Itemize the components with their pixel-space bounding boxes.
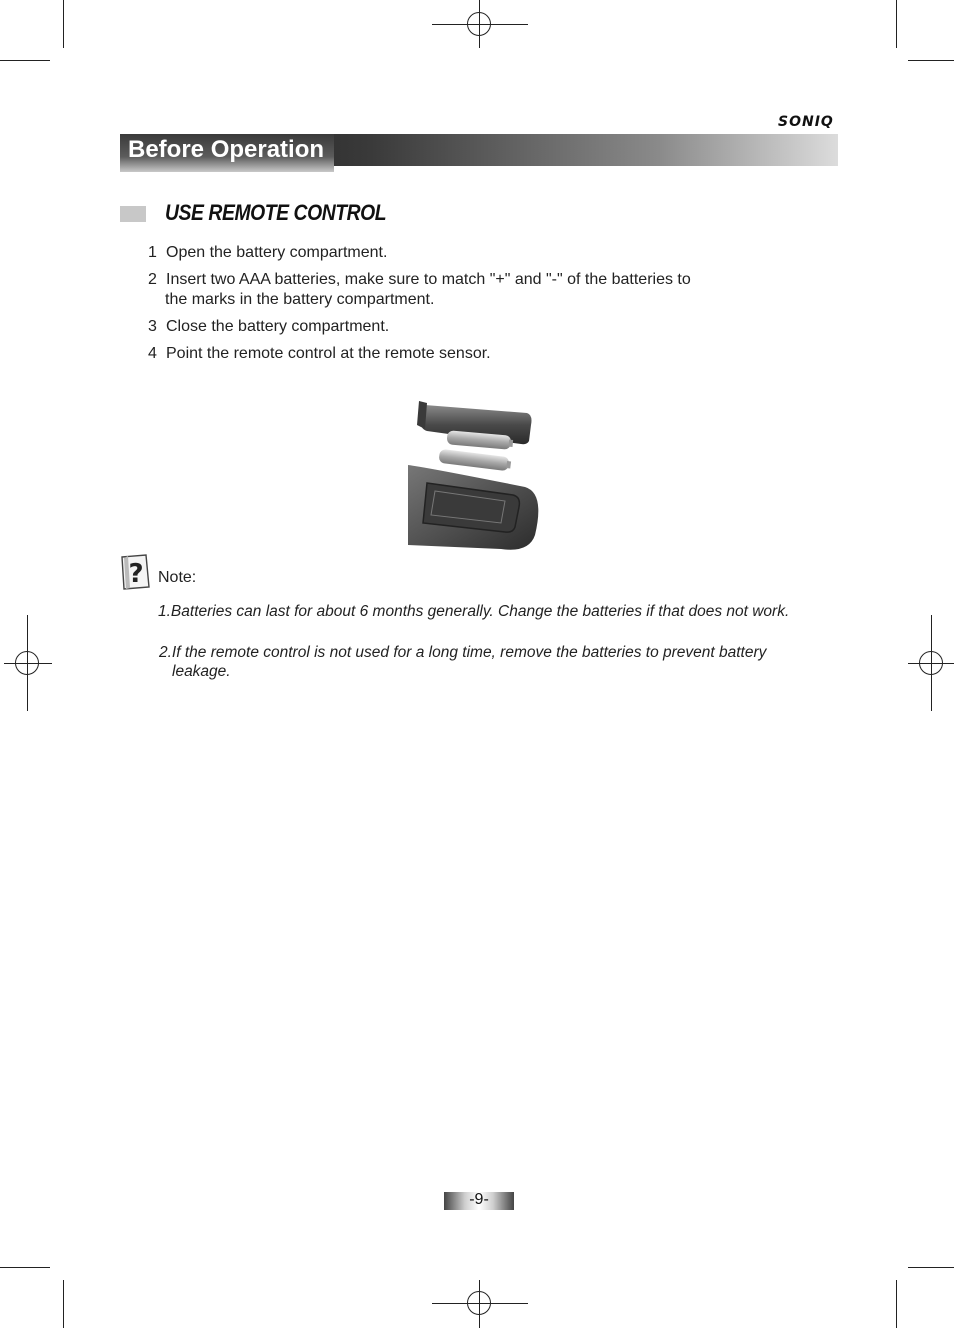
question-mark-icon xyxy=(118,553,152,591)
remote-battery-illustration xyxy=(405,395,545,555)
battery-aaa-2 xyxy=(438,449,511,471)
page-number-text: -9- xyxy=(469,1191,489,1208)
section-title: USE REMOTE CONTROL xyxy=(165,200,387,225)
step-2: 2 Insert two AAA batteries, make sure to match "+" and "-" of the batteries to xyxy=(148,271,691,288)
step-2-continuation: the marks in the battery compartment. xyxy=(165,291,435,308)
step-3: 3 Close the battery compartment. xyxy=(148,318,390,335)
note-item-2: 2.If the remote control is not used for a long time, remove the batteries to prevent battery xyxy=(159,644,767,661)
page-number xyxy=(444,1192,514,1210)
note-label: Note: xyxy=(158,569,197,586)
note-item-2-continuation: leakage. xyxy=(172,663,231,680)
step-4: 4 Point the remote control at the remote sensor. xyxy=(148,345,491,362)
section-marker xyxy=(120,206,146,222)
svg-text:?: ? xyxy=(128,559,144,589)
page-title: Before Operation xyxy=(120,134,334,172)
step-1: 1 Open the battery compartment. xyxy=(148,244,388,261)
note-item-1: 1.Batteries can last for about 6 months generally. Change the batteries if that does not work. xyxy=(158,603,790,620)
remote-body xyxy=(408,465,538,550)
brand-logo: SONIQ xyxy=(778,114,834,130)
